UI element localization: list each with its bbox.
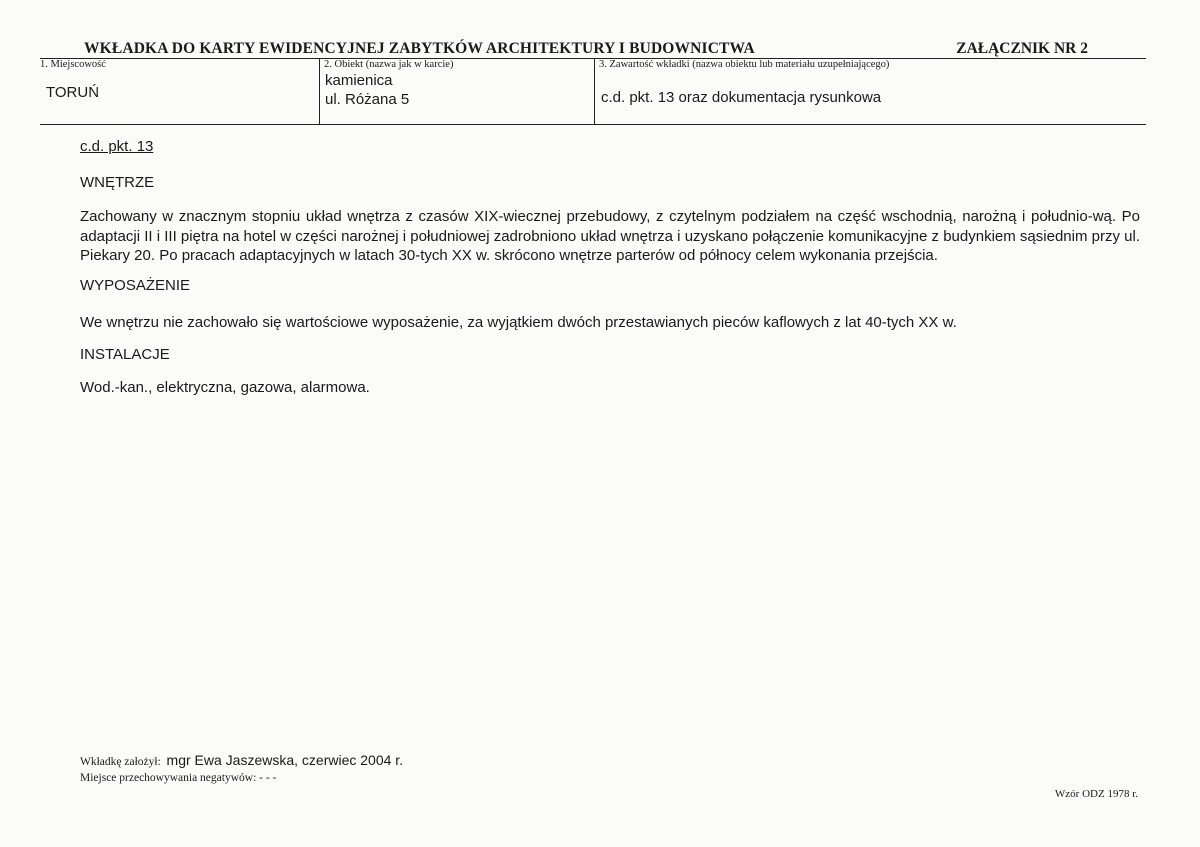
field-contents (594, 58, 1147, 124)
field-locality-value: TORUŃ (46, 84, 100, 101)
footer-author-label: Wkładkę założył: (80, 756, 161, 768)
field-object (319, 58, 595, 124)
section-text-interior: Zachowany w znacznym stopniu układ wnętrza z czasów XIX-wiecznej przebudowy, z czytelnym podziałem na część wschodnią, narożną i południo-wą. Po adaptacji II i III piętra na hotel w części narożnej i południowej zadrobniono układ wnętrza i uzyskano połączenie komunikacyjne z budynkiem sąsiednim przy ul. Piekary 20. Po pracach adaptacyjnych w latach 30-tych XX w. skrócono wnętrze parterów od północy celem wykonania przejścia. (80, 208, 1140, 264)
continuation-reference: c.d. pkt. 13 (80, 138, 154, 155)
form-header (40, 40, 1146, 58)
form-title: WKŁADKA DO KARTY EWIDENCYJNEJ ZABYTKÓW ARCHITEKTURY I BUDOWNICTWA (84, 40, 755, 57)
footer-negatives-value: - - - (259, 772, 277, 784)
field-contents-label: 3. Zawartość wkładki (nazwa obiektu lub materiału uzupełniającego) (599, 59, 890, 70)
field-object-label: 2. Obiekt (nazwa jak w karcie) (324, 59, 454, 70)
field-locality (40, 58, 319, 124)
footer-author-value: mgr Ewa Jaszewska, czerwiec 2004 r. (166, 752, 404, 768)
section-text-furnishings: We wnętrzu nie zachowało się wartościowe wyposażenie, za wyjątkiem dwóch przestawianych pieców kaflowych z lat 40-tych XX w. (80, 314, 957, 331)
footer-negatives (80, 772, 276, 784)
form-template-code: Wzór ODZ 1978 r. (1054, 788, 1138, 800)
field-object-type: kamienica (325, 72, 393, 89)
field-contents-value: c.d. pkt. 13 oraz dokumentacja rysunkowa (601, 89, 882, 106)
section-heading-installations: INSTALACJE (80, 346, 170, 363)
field-object-address: ul. Różana 5 (325, 91, 410, 108)
annex-number: ZAŁĄCZNIK NR 2 (956, 40, 1088, 57)
footer-negatives-label: Miejsce przechowywania negatywów: (80, 772, 257, 784)
section-text-installations: Wod.-kan., elektryczna, gazowa, alarmowa. (80, 379, 370, 396)
footer-author (80, 752, 403, 768)
section-heading-interior: WNĘTRZE (80, 174, 155, 191)
field-locality-label: 1. Miejscowość (40, 59, 106, 70)
form-fields-row (40, 58, 1146, 125)
section-heading-furnishings: WYPOSAŻENIE (80, 277, 191, 294)
